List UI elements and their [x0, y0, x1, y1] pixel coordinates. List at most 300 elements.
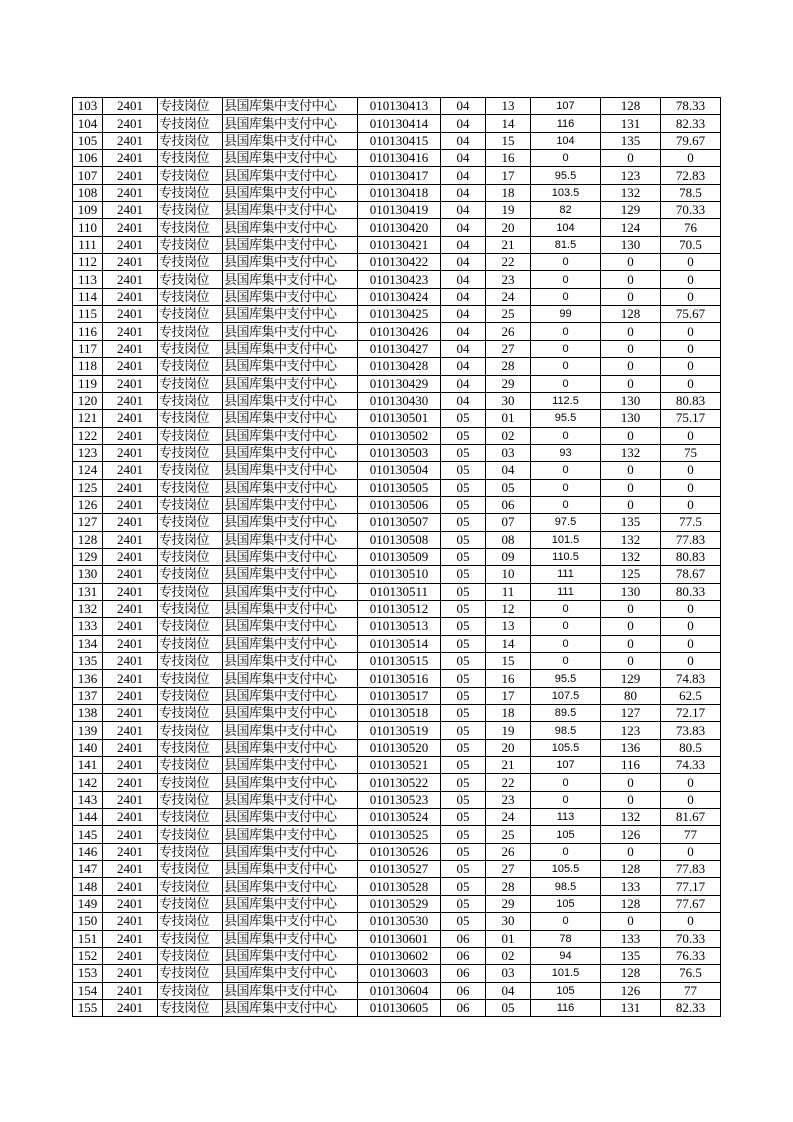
unit-name-cell: 县国库集中支付中心 — [223, 583, 358, 600]
seq-number-cell: 135 — [73, 653, 103, 670]
total-score-cell: 0 — [661, 479, 721, 496]
post-type-cell: 专技岗位 — [158, 913, 223, 930]
total-score-cell: 81.67 — [661, 809, 721, 826]
written-score-cell: 0 — [531, 791, 601, 808]
post-type-cell: 专技岗位 — [158, 323, 223, 340]
exam-number-cell: 010130505 — [358, 479, 441, 496]
unit-name-cell: 县国库集中支付中心 — [223, 98, 358, 115]
table-row — [73, 219, 721, 236]
seat-number-cell: 26 — [486, 843, 531, 860]
seq-number-cell: 134 — [73, 635, 103, 652]
interview-score-cell: 123 — [601, 167, 661, 184]
table-row — [73, 444, 721, 461]
unit-name-cell: 县国库集中支付中心 — [223, 774, 358, 791]
seq-number-cell: 120 — [73, 392, 103, 409]
written-score-cell: 116 — [531, 999, 601, 1016]
post-type-cell: 专技岗位 — [158, 410, 223, 427]
room-number-cell: 05 — [441, 826, 486, 843]
table-row — [73, 687, 721, 704]
score-table-container — [72, 97, 721, 1017]
room-number-cell: 05 — [441, 566, 486, 583]
post-type-cell: 专技岗位 — [158, 600, 223, 617]
post-type-cell: 专技岗位 — [158, 496, 223, 513]
table-row — [73, 635, 721, 652]
written-score-cell: 104 — [531, 132, 601, 149]
seq-number-cell: 105 — [73, 132, 103, 149]
seq-number-cell: 112 — [73, 254, 103, 271]
post-code-cell: 2401 — [103, 826, 158, 843]
seat-number-cell: 20 — [486, 739, 531, 756]
written-score-cell: 105 — [531, 982, 601, 999]
post-type-cell: 专技岗位 — [158, 219, 223, 236]
post-type-cell: 专技岗位 — [158, 739, 223, 756]
seat-number-cell: 17 — [486, 687, 531, 704]
post-code-cell: 2401 — [103, 809, 158, 826]
table-body — [73, 98, 721, 1017]
exam-number-cell: 010130414 — [358, 115, 441, 132]
post-type-cell: 专技岗位 — [158, 809, 223, 826]
room-number-cell: 05 — [441, 878, 486, 895]
room-number-cell: 04 — [441, 219, 486, 236]
interview-score-cell: 0 — [601, 427, 661, 444]
total-score-cell: 77 — [661, 826, 721, 843]
post-code-cell: 2401 — [103, 930, 158, 947]
interview-score-cell: 128 — [601, 965, 661, 982]
room-number-cell: 04 — [441, 323, 486, 340]
post-code-cell: 2401 — [103, 167, 158, 184]
post-code-cell: 2401 — [103, 271, 158, 288]
unit-name-cell: 县国库集中支付中心 — [223, 757, 358, 774]
seat-number-cell: 21 — [486, 757, 531, 774]
total-score-cell: 0 — [661, 618, 721, 635]
seat-number-cell: 20 — [486, 219, 531, 236]
score-table — [72, 97, 721, 1017]
seq-number-cell: 139 — [73, 722, 103, 739]
seat-number-cell: 03 — [486, 444, 531, 461]
unit-name-cell: 县国库集中支付中心 — [223, 202, 358, 219]
room-number-cell: 04 — [441, 115, 486, 132]
seq-number-cell: 114 — [73, 288, 103, 305]
unit-name-cell: 县国库集中支付中心 — [223, 895, 358, 912]
exam-number-cell: 010130514 — [358, 635, 441, 652]
room-number-cell: 05 — [441, 774, 486, 791]
seq-number-cell: 115 — [73, 306, 103, 323]
seat-number-cell: 19 — [486, 722, 531, 739]
unit-name-cell: 县国库集中支付中心 — [223, 323, 358, 340]
total-score-cell: 74.83 — [661, 670, 721, 687]
unit-name-cell: 县国库集中支付中心 — [223, 254, 358, 271]
written-score-cell: 0 — [531, 323, 601, 340]
seq-number-cell: 150 — [73, 913, 103, 930]
interview-score-cell: 0 — [601, 254, 661, 271]
interview-score-cell: 126 — [601, 826, 661, 843]
total-score-cell: 77.83 — [661, 861, 721, 878]
interview-score-cell: 133 — [601, 930, 661, 947]
post-type-cell: 专技岗位 — [158, 670, 223, 687]
exam-number-cell: 010130423 — [358, 271, 441, 288]
total-score-cell: 77.5 — [661, 514, 721, 531]
table-row — [73, 774, 721, 791]
interview-score-cell: 0 — [601, 479, 661, 496]
exam-number-cell: 010130413 — [358, 98, 441, 115]
post-code-cell: 2401 — [103, 410, 158, 427]
post-code-cell: 2401 — [103, 653, 158, 670]
interview-score-cell: 133 — [601, 878, 661, 895]
written-score-cell: 82 — [531, 202, 601, 219]
room-number-cell: 05 — [441, 757, 486, 774]
post-type-cell: 专技岗位 — [158, 202, 223, 219]
seq-number-cell: 110 — [73, 219, 103, 236]
seq-number-cell: 116 — [73, 323, 103, 340]
seat-number-cell: 08 — [486, 531, 531, 548]
exam-number-cell: 010130421 — [358, 236, 441, 253]
post-type-cell: 专技岗位 — [158, 132, 223, 149]
interview-score-cell: 0 — [601, 843, 661, 860]
room-number-cell: 06 — [441, 930, 486, 947]
interview-score-cell: 128 — [601, 861, 661, 878]
post-code-cell: 2401 — [103, 687, 158, 704]
written-score-cell: 111 — [531, 566, 601, 583]
post-type-cell: 专技岗位 — [158, 930, 223, 947]
seq-number-cell: 145 — [73, 826, 103, 843]
exam-number-cell: 010130426 — [358, 323, 441, 340]
unit-name-cell: 县国库集中支付中心 — [223, 375, 358, 392]
post-type-cell: 专技岗位 — [158, 548, 223, 565]
exam-number-cell: 010130509 — [358, 548, 441, 565]
total-score-cell: 77 — [661, 982, 721, 999]
unit-name-cell: 县国库集中支付中心 — [223, 271, 358, 288]
seat-number-cell: 04 — [486, 462, 531, 479]
interview-score-cell: 0 — [601, 653, 661, 670]
post-code-cell: 2401 — [103, 219, 158, 236]
written-score-cell: 0 — [531, 150, 601, 167]
room-number-cell: 06 — [441, 965, 486, 982]
unit-name-cell: 县国库集中支付中心 — [223, 618, 358, 635]
total-score-cell: 77.17 — [661, 878, 721, 895]
room-number-cell: 05 — [441, 861, 486, 878]
total-score-cell: 76.5 — [661, 965, 721, 982]
seq-number-cell: 137 — [73, 687, 103, 704]
table-row — [73, 566, 721, 583]
unit-name-cell: 县国库集中支付中心 — [223, 444, 358, 461]
seat-number-cell: 14 — [486, 115, 531, 132]
total-score-cell: 0 — [661, 254, 721, 271]
post-code-cell: 2401 — [103, 236, 158, 253]
interview-score-cell: 128 — [601, 306, 661, 323]
post-type-cell: 专技岗位 — [158, 947, 223, 964]
total-score-cell: 75.17 — [661, 410, 721, 427]
total-score-cell: 80.83 — [661, 548, 721, 565]
room-number-cell: 05 — [441, 444, 486, 461]
seat-number-cell: 09 — [486, 548, 531, 565]
table-row — [73, 791, 721, 808]
unit-name-cell: 县国库集中支付中心 — [223, 184, 358, 201]
exam-number-cell: 010130605 — [358, 999, 441, 1016]
post-code-cell: 2401 — [103, 861, 158, 878]
exam-number-cell: 010130529 — [358, 895, 441, 912]
written-score-cell: 81.5 — [531, 236, 601, 253]
total-score-cell: 0 — [661, 600, 721, 617]
table-row — [73, 739, 721, 756]
seq-number-cell: 127 — [73, 514, 103, 531]
post-type-cell: 专技岗位 — [158, 479, 223, 496]
exam-number-cell: 010130520 — [358, 739, 441, 756]
post-type-cell: 专技岗位 — [158, 531, 223, 548]
post-code-cell: 2401 — [103, 670, 158, 687]
written-score-cell: 0 — [531, 340, 601, 357]
exam-number-cell: 010130511 — [358, 583, 441, 600]
table-row — [73, 392, 721, 409]
table-row — [73, 323, 721, 340]
post-code-cell: 2401 — [103, 514, 158, 531]
total-score-cell: 70.33 — [661, 930, 721, 947]
table-row — [73, 340, 721, 357]
post-type-cell: 专技岗位 — [158, 462, 223, 479]
seat-number-cell: 17 — [486, 167, 531, 184]
exam-number-cell: 010130515 — [358, 653, 441, 670]
room-number-cell: 05 — [441, 913, 486, 930]
room-number-cell: 04 — [441, 358, 486, 375]
written-score-cell: 113 — [531, 809, 601, 826]
table-row — [73, 427, 721, 444]
written-score-cell: 0 — [531, 913, 601, 930]
post-type-cell: 专技岗位 — [158, 167, 223, 184]
written-score-cell: 0 — [531, 635, 601, 652]
post-type-cell: 专技岗位 — [158, 982, 223, 999]
unit-name-cell: 县国库集中支付中心 — [223, 462, 358, 479]
interview-score-cell: 123 — [601, 722, 661, 739]
seat-number-cell: 01 — [486, 410, 531, 427]
unit-name-cell: 县国库集中支付中心 — [223, 791, 358, 808]
table-row — [73, 375, 721, 392]
room-number-cell: 06 — [441, 999, 486, 1016]
exam-number-cell: 010130418 — [358, 184, 441, 201]
written-score-cell: 104 — [531, 219, 601, 236]
total-score-cell: 72.17 — [661, 705, 721, 722]
room-number-cell: 05 — [441, 531, 486, 548]
exam-number-cell: 010130502 — [358, 427, 441, 444]
table-row — [73, 462, 721, 479]
total-score-cell: 0 — [661, 791, 721, 808]
post-code-cell: 2401 — [103, 739, 158, 756]
post-type-cell: 专技岗位 — [158, 150, 223, 167]
interview-score-cell: 135 — [601, 947, 661, 964]
written-score-cell: 0 — [531, 496, 601, 513]
seat-number-cell: 30 — [486, 913, 531, 930]
table-row — [73, 98, 721, 115]
seq-number-cell: 111 — [73, 236, 103, 253]
interview-score-cell: 0 — [601, 496, 661, 513]
seq-number-cell: 118 — [73, 358, 103, 375]
exam-number-cell: 010130530 — [358, 913, 441, 930]
room-number-cell: 04 — [441, 236, 486, 253]
seq-number-cell: 128 — [73, 531, 103, 548]
unit-name-cell: 县国库集中支付中心 — [223, 930, 358, 947]
seat-number-cell: 05 — [486, 479, 531, 496]
seat-number-cell: 24 — [486, 809, 531, 826]
written-score-cell: 93 — [531, 444, 601, 461]
seat-number-cell: 19 — [486, 202, 531, 219]
unit-name-cell: 县国库集中支付中心 — [223, 548, 358, 565]
written-score-cell: 111 — [531, 583, 601, 600]
seq-number-cell: 148 — [73, 878, 103, 895]
post-type-cell: 专技岗位 — [158, 965, 223, 982]
seq-number-cell: 147 — [73, 861, 103, 878]
interview-score-cell: 129 — [601, 670, 661, 687]
unit-name-cell: 县国库集中支付中心 — [223, 219, 358, 236]
total-score-cell: 0 — [661, 150, 721, 167]
seq-number-cell: 130 — [73, 566, 103, 583]
seat-number-cell: 23 — [486, 271, 531, 288]
table-row — [73, 548, 721, 565]
unit-name-cell: 县国库集中支付中心 — [223, 236, 358, 253]
room-number-cell: 05 — [441, 670, 486, 687]
post-code-cell: 2401 — [103, 947, 158, 964]
exam-number-cell: 010130519 — [358, 722, 441, 739]
post-code-cell: 2401 — [103, 913, 158, 930]
interview-score-cell: 0 — [601, 635, 661, 652]
room-number-cell: 04 — [441, 98, 486, 115]
post-type-cell: 专技岗位 — [158, 687, 223, 704]
written-score-cell: 0 — [531, 843, 601, 860]
seq-number-cell: 103 — [73, 98, 103, 115]
table-row — [73, 600, 721, 617]
table-row — [73, 913, 721, 930]
post-type-cell: 专技岗位 — [158, 444, 223, 461]
table-row — [73, 167, 721, 184]
interview-score-cell: 132 — [601, 444, 661, 461]
seq-number-cell: 152 — [73, 947, 103, 964]
seq-number-cell: 108 — [73, 184, 103, 201]
table-row — [73, 965, 721, 982]
post-type-cell: 专技岗位 — [158, 375, 223, 392]
exam-number-cell: 010130428 — [358, 358, 441, 375]
written-score-cell: 101.5 — [531, 965, 601, 982]
unit-name-cell: 县国库集中支付中心 — [223, 653, 358, 670]
total-score-cell: 0 — [661, 323, 721, 340]
exam-number-cell: 010130503 — [358, 444, 441, 461]
interview-score-cell: 0 — [601, 340, 661, 357]
written-score-cell: 99 — [531, 306, 601, 323]
table-row — [73, 236, 721, 253]
seat-number-cell: 14 — [486, 635, 531, 652]
unit-name-cell: 县国库集中支付中心 — [223, 306, 358, 323]
post-code-cell: 2401 — [103, 479, 158, 496]
total-score-cell: 0 — [661, 462, 721, 479]
total-score-cell: 75.67 — [661, 306, 721, 323]
written-score-cell: 110.5 — [531, 548, 601, 565]
post-type-cell: 专技岗位 — [158, 618, 223, 635]
seq-number-cell: 142 — [73, 774, 103, 791]
table-row — [73, 653, 721, 670]
written-score-cell: 97.5 — [531, 514, 601, 531]
seat-number-cell: 22 — [486, 254, 531, 271]
seq-number-cell: 154 — [73, 982, 103, 999]
total-score-cell: 78.33 — [661, 98, 721, 115]
post-code-cell: 2401 — [103, 999, 158, 1016]
seat-number-cell: 23 — [486, 791, 531, 808]
unit-name-cell: 县国库集中支付中心 — [223, 600, 358, 617]
exam-number-cell: 010130601 — [358, 930, 441, 947]
interview-score-cell: 132 — [601, 184, 661, 201]
room-number-cell: 05 — [441, 462, 486, 479]
room-number-cell: 05 — [441, 618, 486, 635]
total-score-cell: 72.83 — [661, 167, 721, 184]
table-row — [73, 722, 721, 739]
interview-score-cell: 125 — [601, 566, 661, 583]
unit-name-cell: 县国库集中支付中心 — [223, 687, 358, 704]
table-row — [73, 895, 721, 912]
exam-number-cell: 010130425 — [358, 306, 441, 323]
room-number-cell: 05 — [441, 410, 486, 427]
post-type-cell: 专技岗位 — [158, 895, 223, 912]
post-code-cell: 2401 — [103, 98, 158, 115]
post-type-cell: 专技岗位 — [158, 566, 223, 583]
interview-score-cell: 130 — [601, 410, 661, 427]
total-score-cell: 73.83 — [661, 722, 721, 739]
table-row — [73, 306, 721, 323]
room-number-cell: 04 — [441, 150, 486, 167]
exam-number-cell: 010130521 — [358, 757, 441, 774]
unit-name-cell: 县国库集中支付中心 — [223, 358, 358, 375]
total-score-cell: 80.83 — [661, 392, 721, 409]
post-code-cell: 2401 — [103, 323, 158, 340]
written-score-cell: 0 — [531, 271, 601, 288]
room-number-cell: 05 — [441, 635, 486, 652]
seat-number-cell: 25 — [486, 826, 531, 843]
unit-name-cell: 县国库集中支付中心 — [223, 167, 358, 184]
total-score-cell: 0 — [661, 271, 721, 288]
post-type-cell: 专技岗位 — [158, 635, 223, 652]
seat-number-cell: 21 — [486, 236, 531, 253]
seq-number-cell: 121 — [73, 410, 103, 427]
post-code-cell: 2401 — [103, 340, 158, 357]
post-type-cell: 专技岗位 — [158, 757, 223, 774]
written-score-cell: 0 — [531, 288, 601, 305]
exam-number-cell: 010130524 — [358, 809, 441, 826]
table-row — [73, 947, 721, 964]
interview-score-cell: 0 — [601, 791, 661, 808]
room-number-cell: 06 — [441, 982, 486, 999]
post-type-cell: 专技岗位 — [158, 653, 223, 670]
exam-number-cell: 010130523 — [358, 791, 441, 808]
unit-name-cell: 县国库集中支付中心 — [223, 531, 358, 548]
written-score-cell: 0 — [531, 427, 601, 444]
exam-number-cell: 010130504 — [358, 462, 441, 479]
interview-score-cell: 0 — [601, 323, 661, 340]
written-score-cell: 0 — [531, 479, 601, 496]
room-number-cell: 05 — [441, 479, 486, 496]
table-row — [73, 670, 721, 687]
post-type-cell: 专技岗位 — [158, 583, 223, 600]
room-number-cell: 04 — [441, 288, 486, 305]
total-score-cell: 0 — [661, 375, 721, 392]
seq-number-cell: 132 — [73, 600, 103, 617]
total-score-cell: 70.5 — [661, 236, 721, 253]
seat-number-cell: 05 — [486, 999, 531, 1016]
post-type-cell: 专技岗位 — [158, 236, 223, 253]
post-code-cell: 2401 — [103, 375, 158, 392]
written-score-cell: 105.5 — [531, 739, 601, 756]
post-type-cell: 专技岗位 — [158, 791, 223, 808]
total-score-cell: 77.67 — [661, 895, 721, 912]
exam-number-cell: 010130417 — [358, 167, 441, 184]
seq-number-cell: 104 — [73, 115, 103, 132]
written-score-cell: 98.5 — [531, 878, 601, 895]
unit-name-cell: 县国库集中支付中心 — [223, 635, 358, 652]
total-score-cell: 74.33 — [661, 757, 721, 774]
interview-score-cell: 135 — [601, 514, 661, 531]
